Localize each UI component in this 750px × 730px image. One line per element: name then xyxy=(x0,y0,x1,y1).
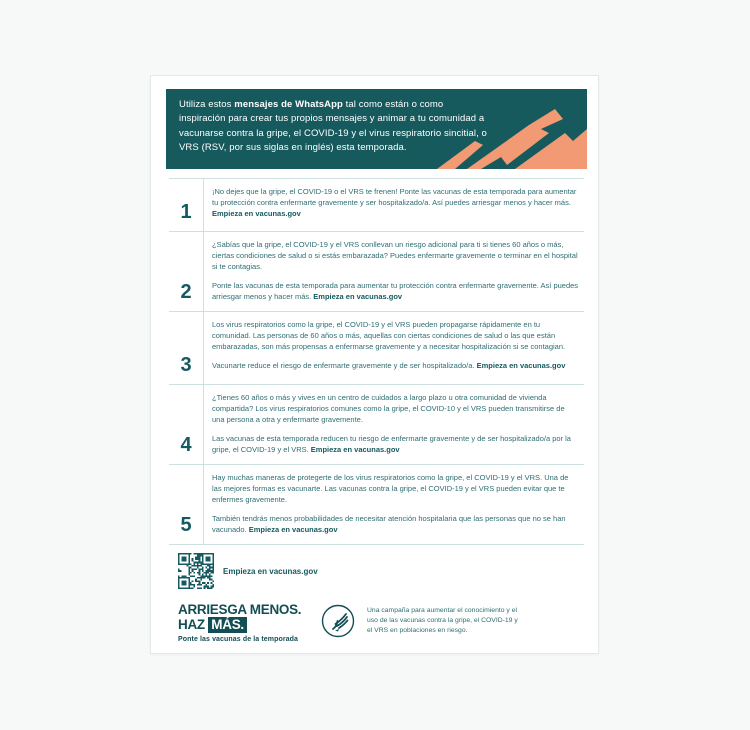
message-paragraph xyxy=(212,280,579,302)
hhs-logo-icon xyxy=(321,604,355,638)
message-body xyxy=(204,385,584,464)
message-text: Ponte las vacunas de esta temporada para aumentar tu protección contra enfermarte gravemente. Así puedes arriesgar menos y hacer más. xyxy=(212,281,579,301)
message-number-column xyxy=(169,232,204,311)
message-number: 1 xyxy=(180,201,192,223)
message-body xyxy=(204,232,584,311)
cta-vacunas-gov: Empieza en vacunas.gov xyxy=(313,292,403,301)
message-number-column xyxy=(169,312,204,384)
cta-vacunas-gov: Empieza en vacunas.gov xyxy=(310,445,400,454)
message-item-1 xyxy=(169,178,584,231)
message-number-column xyxy=(169,465,204,544)
message-item-2 xyxy=(169,231,584,311)
footer xyxy=(178,603,578,643)
campaign-logo-haz: HAZ xyxy=(178,617,209,633)
message-paragraph xyxy=(212,319,579,352)
message-text: ¿Tienes 60 años o más y vives en un centro de cuidados a largo plazo u otra comunidad de vivienda compartida? Los virus respiratorios comunes como la gripe, el COVID-10 y el VRS pueden transmitirse de una persona a otra y enfermarte gravemente. xyxy=(212,393,565,424)
qr-row xyxy=(178,553,318,589)
message-number: 2 xyxy=(180,281,192,303)
message-list xyxy=(169,178,584,545)
message-number: 5 xyxy=(180,514,192,536)
qr-label: Empieza en vacunas.gov xyxy=(223,566,318,576)
message-text: Los virus respiratorios como la gripe, el COVID-19 y el VRS pueden propagarse rápidamente en tu comunidad. Las personas de 60 años o más, aquellas con ciertas condiciones de salud o las que están embarazadas, son más propensas a enfermarse gravemente y a necesitar hospitalización si se contagian. xyxy=(212,320,566,351)
cta-vacunas-gov: Empieza en vacunas.gov xyxy=(248,525,338,534)
message-paragraph xyxy=(212,513,579,535)
banner-intro-bold: mensajes de WhatsApp xyxy=(234,99,343,110)
qr-code-icon xyxy=(178,553,214,589)
campaign-logo-line1: ARRIESGA MENOS. xyxy=(178,602,302,617)
message-number-column xyxy=(169,179,204,231)
message-number-column xyxy=(169,385,204,464)
message-paragraph xyxy=(212,433,579,455)
message-text: Hay muchas maneras de protegerte de los virus respiratorios como la gripe, el COVID-19 y el VRS. Una de las mejores formas es vacunarte. Las vacunas contra la gripe, el COVID-19 y el VRS pueden evitar que te enfermes gravemente. xyxy=(212,473,569,504)
cta-vacunas-gov: Empieza en vacunas.gov xyxy=(476,361,566,370)
campaign-logo-mas-boxed: MÁS. xyxy=(208,617,247,633)
message-paragraph xyxy=(212,472,579,505)
campaign-logo-caption: Ponte las vacunas de la temporada xyxy=(178,635,299,643)
banner-intro-text xyxy=(179,98,491,156)
campaign-logo xyxy=(178,603,321,643)
message-number: 3 xyxy=(180,354,192,376)
cta-vacunas-gov: Empieza en vacunas.gov xyxy=(212,209,301,218)
campaign-logo-line2 xyxy=(178,617,321,633)
message-paragraph xyxy=(212,239,579,272)
message-body xyxy=(204,465,584,544)
message-item-4 xyxy=(169,384,584,464)
message-paragraph xyxy=(212,186,579,219)
banner-intro-prefix: Utiliza estos xyxy=(179,99,235,110)
flyer-page xyxy=(150,75,599,654)
message-text: ¡No dejes que la gripe, el COVID-19 o el VRS te frenen! Ponte las vacunas de esta temporada para aumentar tu protección contra enfermarte gravemente y ser hospitalizado/a. Así puedes arriesgar menos y hacer más. xyxy=(212,187,577,207)
message-text: ¿Sabías que la gripe, el COVID-19 y el VRS conllevan un riesgo adicional para ti si tienes 60 años o más, ciertas condiciones de salud o si estás embarazada? Puedes enfermarte gravemente o terminar en el hospital si te contagias. xyxy=(212,240,578,271)
message-paragraph xyxy=(212,360,579,371)
campaign-description: Una campaña para aumentar el conocimiento y el uso de las vacunas contra la gripe, el COVID-19 y el VRS en poblaciones en riesgo. xyxy=(367,607,518,634)
banner-intro-suffix: tal como están o como inspiración para crear tus propios mensajes y animar a tu comunidad a vacunarse contra la gripe, el COVID-19 y el virus respiratorio sincitial, o VRS (RSV, por sus siglas en inglés) esta temporada. xyxy=(179,99,487,154)
message-item-3 xyxy=(169,311,584,384)
message-paragraph xyxy=(212,392,579,425)
message-text: Vacunarte reduce el riesgo de enfermarte gravemente y de ser hospitalizado/a. xyxy=(212,361,477,370)
message-number: 4 xyxy=(180,434,192,456)
message-text: También tendrás menos probabilidades de necesitar atención hospitalaria que las personas que no se han vacunado. xyxy=(212,514,566,534)
message-body xyxy=(204,312,584,384)
message-text: Las vacunas de esta temporada reducen tu riesgo de enfermarte gravemente y de ser hospitalizado/a por la gripe, el COVID-19 y el VRS. xyxy=(212,434,571,454)
header-banner xyxy=(166,89,587,169)
message-item-5 xyxy=(169,464,584,544)
message-body xyxy=(204,179,584,231)
